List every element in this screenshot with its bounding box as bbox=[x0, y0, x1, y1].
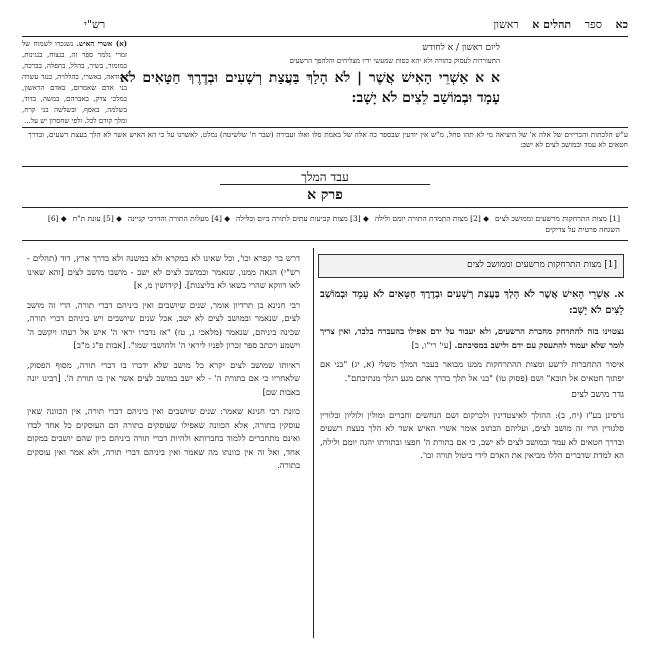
book-label: ספר bbox=[584, 18, 603, 31]
page-header bbox=[378, 18, 628, 31]
toc-item: [3] מצות קביעות עתים לתורה ביום ובלילה bbox=[236, 214, 361, 223]
right-column bbox=[320, 287, 624, 463]
paragraph bbox=[320, 325, 624, 352]
section-box bbox=[318, 254, 624, 278]
toc-rule bbox=[22, 240, 628, 241]
rashi-label: רש"י bbox=[84, 18, 106, 31]
toc-item: [1] מצות התרחקות מרשעים וממושב לצים bbox=[494, 214, 620, 223]
title-underline bbox=[220, 184, 430, 185]
section-heading: גדר מושב לצים bbox=[571, 390, 624, 400]
eved-hamelech-title: עבד המלך bbox=[301, 170, 349, 184]
paragraph: רבי חנינא בן תרדיון אומר, שנים שיושבים ואין ביניהם דברי תורה, הרי זה מושב לצים, שנאמר ובמושב לצים לא ישב, אבל שנים שיושבים ויש ביניהם דברי תורה, שכינה ביניהם, שנאמר (מלאכי ג, טז) "אז נדברו יראי ה' איש אל רעהו ויקשב ה' וישמע ויכתב ספר זכרון לפניו ליראי ה' ולחושבי שמו". [אבות פ"ג מ"ב] bbox=[27, 299, 300, 350]
verse-commentary: ע"ש הלכתות והכריזים של אלה א' של היציאה מי לא תהו סחל, מ"ש אין יודעין שבספר כה אלה של באמת סלו ואלו ועבירה (שבר ח' שלשיטה) נמלט. לאשרנו על כי הא האיש אשר לא הלך בעצת רשעים, ובדרך חטאים לא עמד ובמושב לצים לא ישב: bbox=[28, 130, 628, 149]
chapter-title: פרק א bbox=[307, 187, 343, 203]
paragraph: איסור התחברות לרשע ומצות ההתרחקות ממנו מבואר בעבר המלך משלי (א, יג) "בני אם יפתוך חטאים אל תובא" ושם (פסוק טו) "בני אל תלך בדרך אתם מנע רגלך מנתיבתם". bbox=[320, 359, 624, 383]
left-column bbox=[27, 252, 300, 473]
source-ref: [רבינו יונה באבות שם] bbox=[27, 373, 300, 397]
paragraph: כוונת רבי חנינא שאמר: שנים שיושבים ואין ביניהם דברי תורה, אין הכוונה שאין עוסקין בתורה, אלא הכוונה שאפילו שעוסקים בתורה הם העוסקים כל אחד לבדו ואינם מתחברים ללמוד בחברותא ולהיות דברי תורה ביניהם כיון שהם יושבים במקום אחד, ואל זה אין כוונתו מה שאמר ואין ביניהם דברי תורה, ולא אמר ואין עוסקים בתורה. bbox=[27, 406, 300, 470]
column-divider bbox=[313, 248, 314, 638]
source-ref: [עי' רי"ו, ב] bbox=[411, 339, 452, 350]
verse-rule bbox=[22, 127, 628, 128]
source-ref: [אבות פ"ג מ"ב] bbox=[73, 340, 126, 350]
toc-item: [5] עונת ת"ח bbox=[72, 214, 114, 223]
toc-item: [6] השגחה פרטית על צדיקים bbox=[47, 214, 620, 234]
column-verse: א. אַשְׁרֵי הָאִישׁ אֲשֶׁר לֹא הָלַךְ בַּעֲצַת רְשָׁעִים וּבְדֶרֶךְ חַטָּאִים לֹא עָמָד וּבְמוֹשַׁב לֵצִים לֹא יָשָׁב: bbox=[320, 289, 624, 316]
chapter-toc: [1] מצות התרחקות מרשעים וממושב לצים◆ [2] מצות התמדת התורה יומם ולילה◆ [3] מצות קביעות עתים לתורה ביום ובלילה◆ [4] מעלות התורה והדרכי קניינה◆ [5] עונת ת"ח◆ [6] השגחה פרטית על צדיקים bbox=[47, 214, 620, 234]
main-verse: א א אַשְׁרֵי הָאִישׁ אֲשֶׁר | לֹא הָלַךְ בַּעֲצַת רְשָׁעִים וּבְדֶרֶךְ חַטָּאִים לֹא עָמָד וּבְמוֹשַׁב לֵצִים לֹא יָשָׁב: bbox=[120, 70, 500, 106]
section-rule-bottom bbox=[22, 207, 628, 208]
toc-item: [2] מצות התמדת התורה יומם ולילה bbox=[374, 214, 481, 223]
daily-label: ליום ראשון / א לחודש bbox=[422, 43, 500, 53]
paragraph: גרסינן בע"ז (יח, ב): ההולך לאיצטדינין ולכרקום ושם הנחשים וחברים ומולין ולוליון ובלורין סלגורין הרי זה מושב לצים, ועליהם הכתוב אומר אשרי האיש אשר לא הלך בעצת רשעים ובדרך חטאים לא עמד ובמושב לצים לא ישב, כי אם בתורת ה' חפצו ובתורתו יהגה יומם ולילה, הא למדת שדברים הללו מביאין את האדם לידי ביטול תורה וכו'. bbox=[320, 409, 624, 460]
header-rule bbox=[22, 36, 628, 37]
rashi-commentary bbox=[22, 38, 127, 127]
paragraph-bold: נצטוינו בזה להתרחק מחברת הרשעים, ולא יעבור על ידם אפילו בהעברה בלבד, ואין צריך לומר שלא יעמוד להתעסק עם ידם ולישב במסיבתם. bbox=[320, 326, 624, 350]
book-name: תהלים א bbox=[532, 18, 572, 31]
section-box-label: [1] מצות התרחקות מרשעים וממושב לצים bbox=[466, 260, 617, 270]
paragraph: דרש בר קפרא וכו', וכל שאינו לא במקרא ולא במשנה ולא בדרך ארץ, דוד (תהלים - רש"י) הנאה ממנו, שנאמר ובמושב לצים לא ישב - מושבו מושב לצים [והא שאינו לאו דווקא שהרי בשאו לא בליצנות]. [קידושין מ, א] bbox=[27, 253, 300, 290]
source-ref: [קידושין מ, א] bbox=[133, 280, 182, 290]
intro-text: התעוררות לעסוק בתורה ולא יהא כסות שמעשי ידיו מצליחים והלהפך הרשעים bbox=[289, 57, 500, 65]
section-name: ראשון bbox=[493, 18, 519, 31]
rashi-heading: (א) אשרי האיש. bbox=[76, 39, 128, 48]
paragraph: ראיותו שמושב לצים יקרא כל מושב שלא ידברו בו דברי תורה, מסוף הפסוק, שלאחריו כי אם בתורת ה' - לא ישב במושב לצים אשר אין בו תורת ה'. [רבינו יונה באבות שם] bbox=[27, 359, 301, 397]
section-rule-top bbox=[22, 166, 628, 167]
page-number: כא bbox=[615, 18, 628, 31]
rashi-text: נשנכרו לשמוח של זמרי נלמר ספר זה, בנצוח, בנגינות, במזמור, בשיר, בהלל, בתפלה, בברכה, בהודאה, באשרי, בהללויה, כנגד עשרה בני אדם שאמרום, באדם הראשון, במלכי צדק, באברהם, במשה, בדוד, בשלמה, באסף, ובשלשה בני קרח, ומלך קורם לכל. ולפי שחסרון יש על... bbox=[22, 40, 127, 125]
toc-item: [4] מעלות התורה והדרכי קניינה bbox=[127, 214, 222, 223]
